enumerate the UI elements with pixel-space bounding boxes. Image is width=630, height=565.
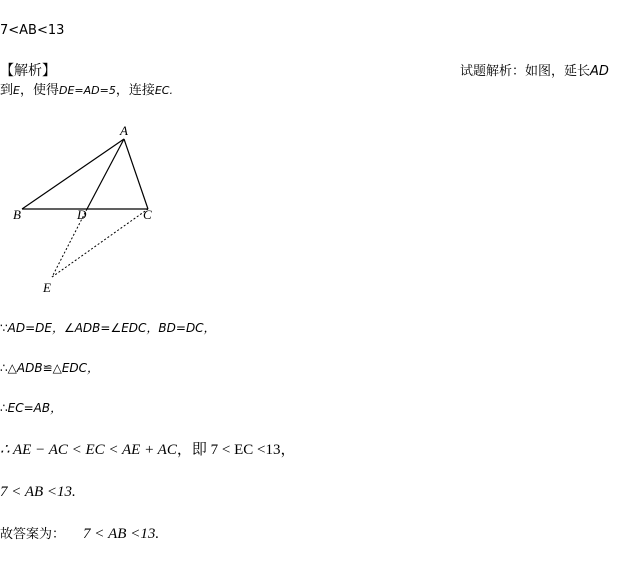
label-e: E	[43, 280, 51, 295]
label-b: B	[13, 207, 21, 222]
analysis-intro	[460, 65, 609, 78]
line2-ec: EC.	[154, 84, 173, 97]
final-answer	[0, 527, 159, 542]
step-2: ∴△ADB≌△EDC，	[0, 361, 100, 375]
segment-ec-dotted	[52, 209, 148, 277]
line2-e: E	[13, 84, 20, 97]
segment-ad	[87, 139, 124, 209]
segment-ab	[22, 139, 124, 209]
final-answer-label: 故答案为：	[0, 527, 66, 542]
line2-prefix: 到	[0, 83, 14, 98]
label-a: A	[120, 123, 128, 138]
step-1: ∵AD=DE，∠ADB=∠EDC，BD=DC，	[0, 321, 216, 335]
analysis-heading: 【解析】	[0, 63, 56, 79]
label-c: C	[143, 207, 152, 222]
line2-eq: DE=AD=5	[58, 84, 116, 97]
final-answer-value: 7 < AB <13.	[83, 526, 160, 542]
segment-ac	[124, 139, 148, 209]
step-4-tail: ，即 7 < EC <13，	[176, 442, 296, 458]
geometry-figure	[0, 120, 180, 300]
step-4	[0, 443, 295, 458]
step-4-inequality: ∴ AE − AC < EC < AE + AC	[0, 442, 177, 458]
line2-mid: ，使得	[19, 83, 59, 98]
label-d: D	[77, 207, 87, 222]
analysis-intro-text: 试题解析：如图，延长	[460, 64, 591, 79]
analysis-var: AD	[590, 64, 609, 79]
line2-connect: ，连接	[115, 83, 155, 98]
step-5: 7 < AB <13.	[0, 484, 76, 500]
analysis-line-2	[0, 84, 173, 97]
step-3: ∴EC=AB，	[0, 401, 63, 415]
answer-line: 7<AB<13	[0, 23, 65, 38]
